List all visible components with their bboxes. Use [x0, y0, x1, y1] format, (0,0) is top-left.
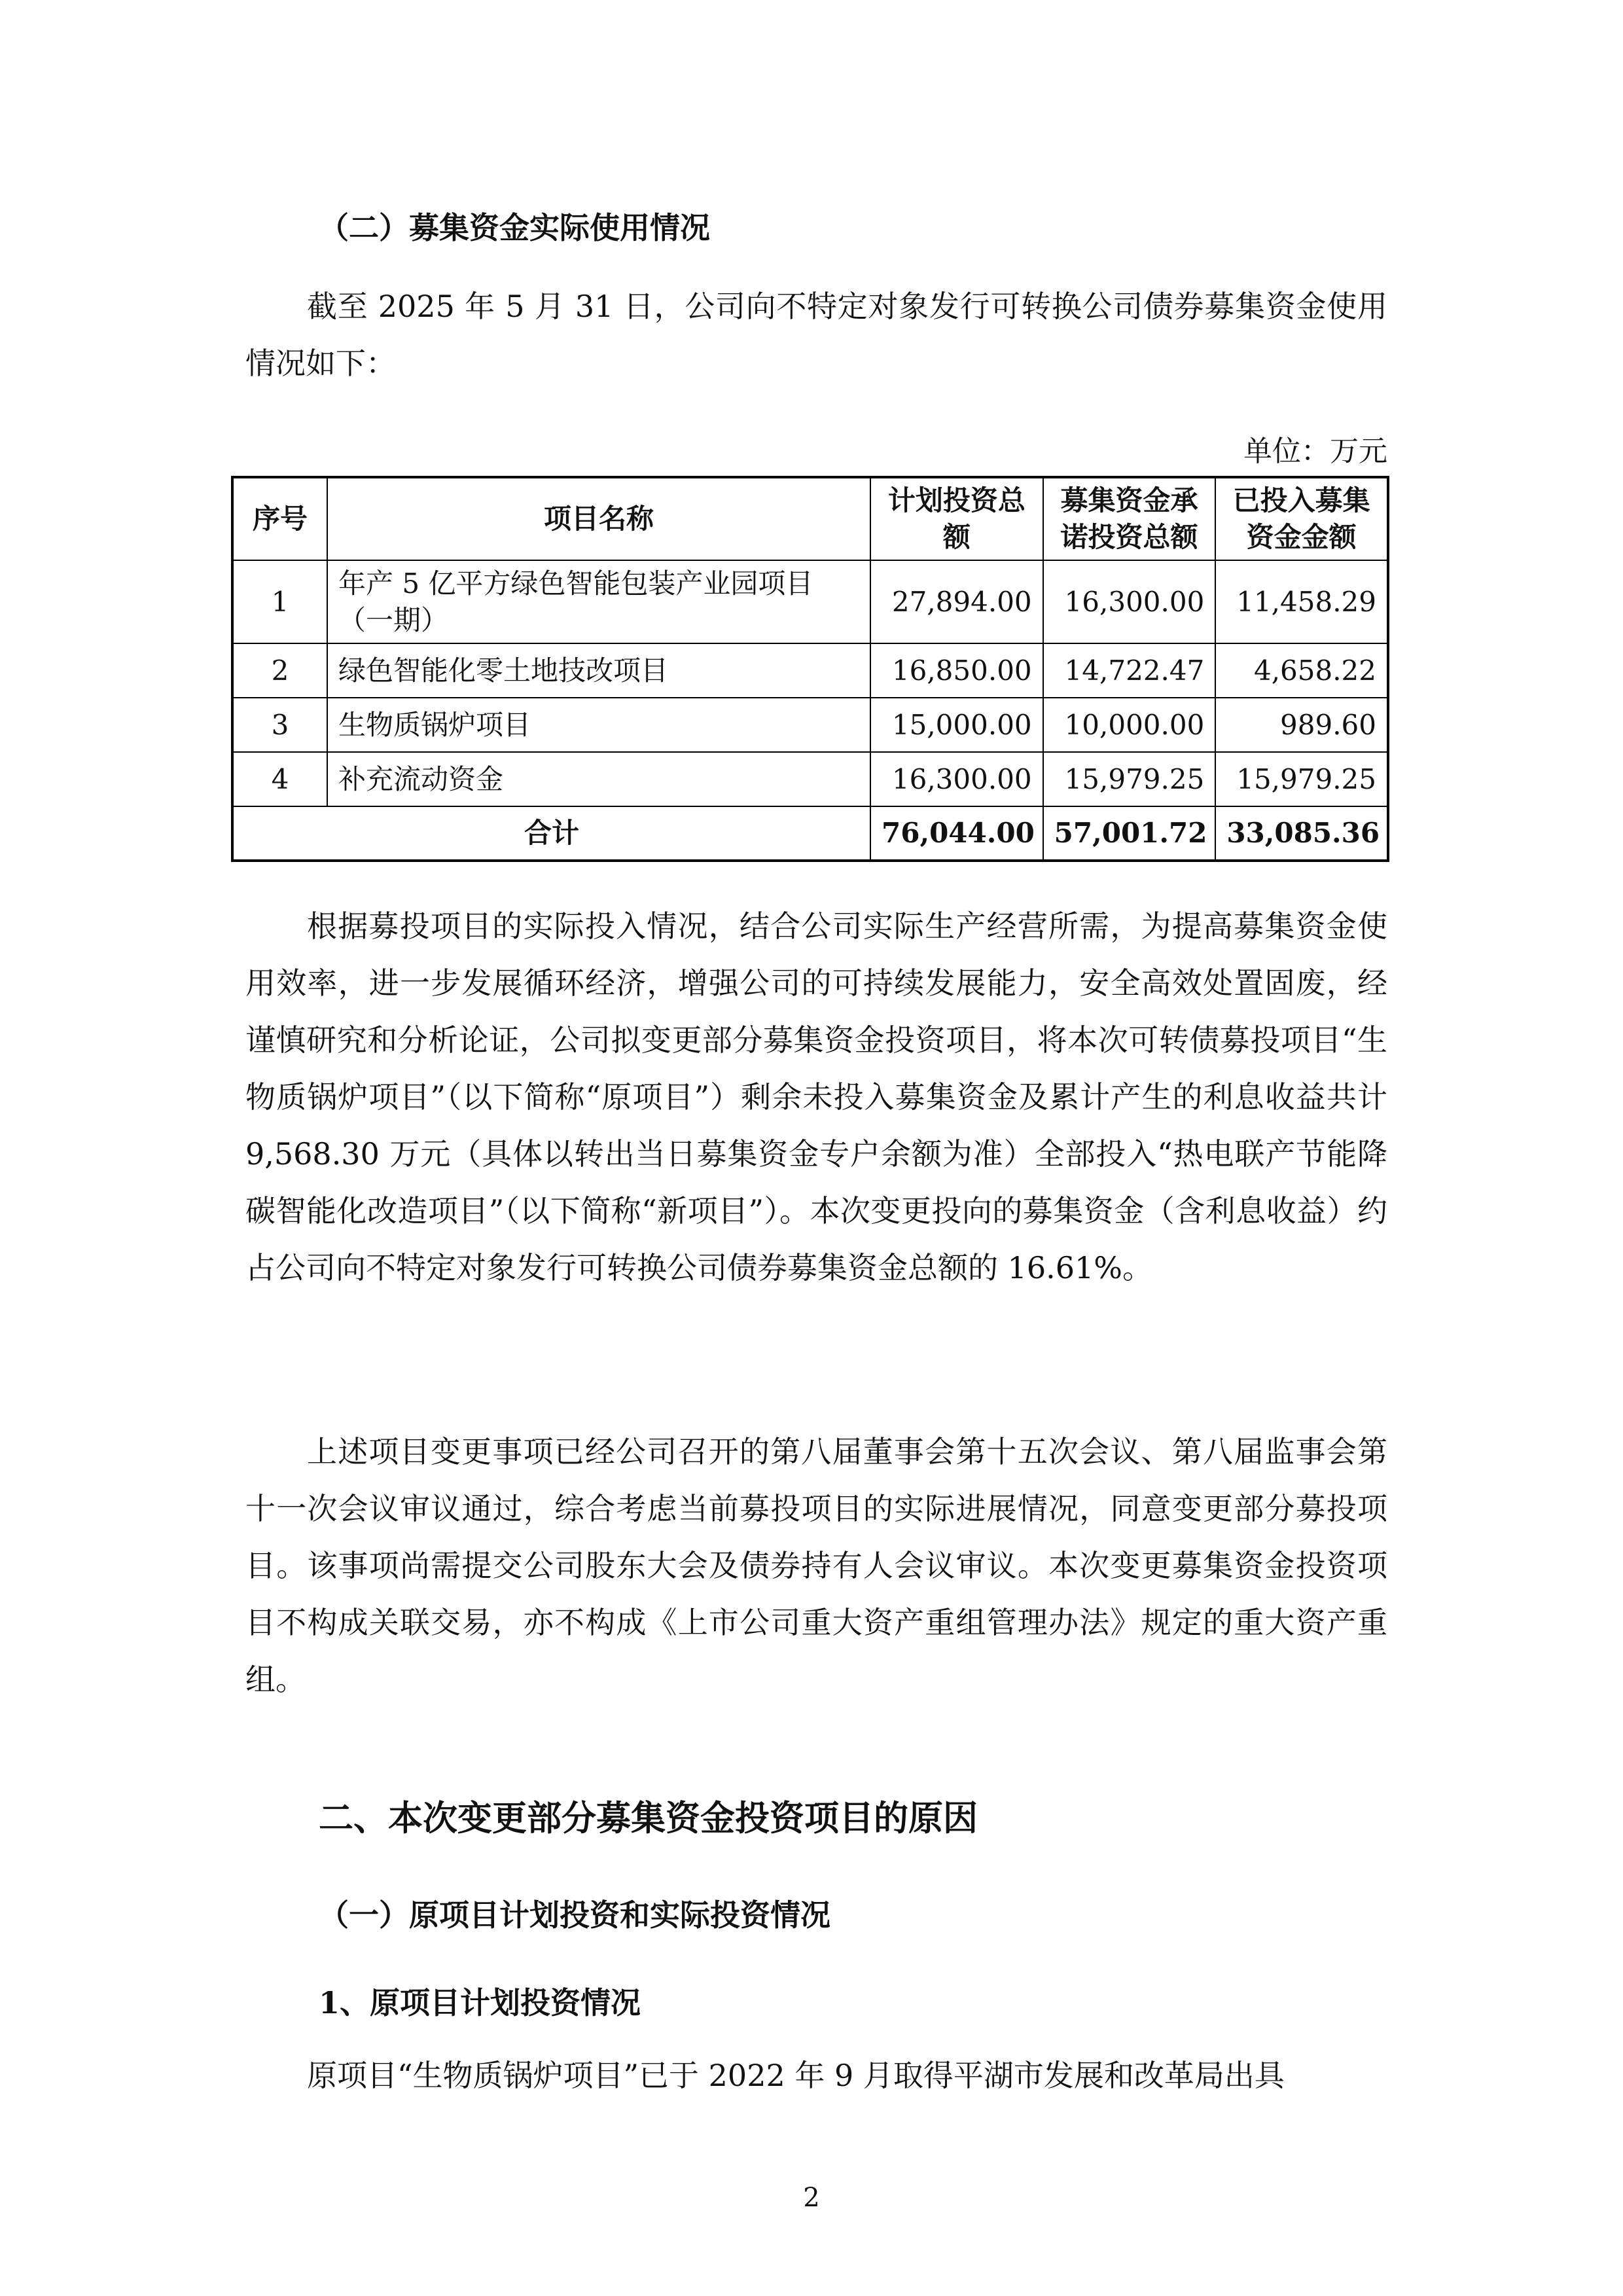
- page-number: 2: [803, 2183, 820, 2213]
- table-row: [232, 643, 1388, 698]
- total-planned: 76,044.00: [870, 806, 1043, 861]
- row-planned: 27,894.00: [870, 560, 1043, 643]
- total-committed: 57,001.72: [1043, 806, 1216, 861]
- table-row: [232, 698, 1388, 752]
- row-planned: 15,000.00: [870, 698, 1043, 752]
- row-no: 2: [232, 643, 327, 698]
- row-project-name: 绿色智能化零土地技改项目: [327, 643, 870, 698]
- row-project-name: 补充流动资金: [327, 752, 870, 806]
- approval-paragraph: 上述项目变更事项已经公司召开的第八届董事会第十五次会议、第八届监事会第十一次会议审议通过，综合考虑当前募投项目的实际进展情况，同意变更部分募投项目。该事项尚需提交公司股东大会及债券持有人会议审议。本次变更募集资金投资项目不构成关联交易，亦不构成《上市公司重大资产重组管理办法》规定的重大资产重组。: [245, 1434, 1387, 1697]
- row-no: 1: [232, 560, 327, 643]
- header-invested-amount: 已投入募集资金金额: [1215, 477, 1388, 560]
- fund-usage-table: [231, 476, 1389, 862]
- row-invested: 989.60: [1215, 698, 1388, 752]
- row-committed: 10,000.00: [1043, 698, 1216, 752]
- row-project-name: 生物质锅炉项目: [327, 698, 870, 752]
- header-project-name: 项目名称: [327, 477, 870, 560]
- table-total-row: [232, 806, 1388, 861]
- last-paragraph: 原项目“生物质锅炉项目”已于 2022 年 9 月取得平湖市发展和改革局出具: [307, 2058, 1285, 2093]
- row-committed: 15,979.25: [1043, 752, 1216, 806]
- header-committed-investment: 募集资金承诺投资总额: [1043, 477, 1216, 560]
- row-invested: 11,458.29: [1215, 560, 1388, 643]
- subsection-heading-investment: （一）原项目计划投资和实际投资情况: [319, 1897, 830, 1933]
- row-no: 3: [232, 698, 327, 752]
- row-committed: 16,300.00: [1043, 560, 1216, 643]
- row-committed: 14,722.47: [1043, 643, 1216, 698]
- table-header-row: [232, 477, 1388, 560]
- table-row: [232, 560, 1388, 643]
- unit-label: 单位：万元: [1243, 435, 1387, 468]
- header-no: 序号: [232, 477, 327, 560]
- section-heading-reasons: 二、本次变更部分募集资金投资项目的原因: [319, 1798, 978, 1839]
- subsubsection-heading-plan: 1、原项目计划投资情况: [319, 1985, 641, 2020]
- table-row: [232, 752, 1388, 806]
- intro-paragraph: 截至 2025 年 5 月 31 日，公司向不特定对象发行可转换公司债券募集资金使用情况如下：: [245, 289, 1387, 381]
- total-invested: 33,085.36: [1215, 806, 1388, 861]
- row-invested: 4,658.22: [1215, 643, 1388, 698]
- row-planned: 16,850.00: [870, 643, 1043, 698]
- row-invested: 15,979.25: [1215, 752, 1388, 806]
- row-project-name: 年产 5 亿平方绿色智能包装产业园项目（一期）: [327, 560, 870, 643]
- total-label: 合计: [232, 806, 870, 861]
- change-paragraph: 根据募投项目的实际投入情况，结合公司实际生产经营所需，为提高募集资金使用效率，进一步发展循环经济，增强公司的可持续发展能力，安全高效处置固废，经谨慎研究和分析论证，公司拟变更部分募集资金投资项目，将本次可转债募投项目“生物质锅炉项目”（以下简称“原项目”）剩余未投入募集资金及累计产生的利息收益共计 9,568.30 万元（具体以转出当日募集资金专户余额为准）全部投入“热电联产节能降碳智能化改造项目”（以下简称“新项目”）。本次变更投向的募集资金（含利息收益）约占公司向不特定对象发行可转换公司债券募集资金总额的 16.61%。: [245, 908, 1387, 1285]
- section-heading-usage: （二）募集资金实际使用情况: [319, 210, 710, 245]
- row-planned: 16,300.00: [870, 752, 1043, 806]
- row-no: 4: [232, 752, 327, 806]
- header-planned-investment: 计划投资总额: [870, 477, 1043, 560]
